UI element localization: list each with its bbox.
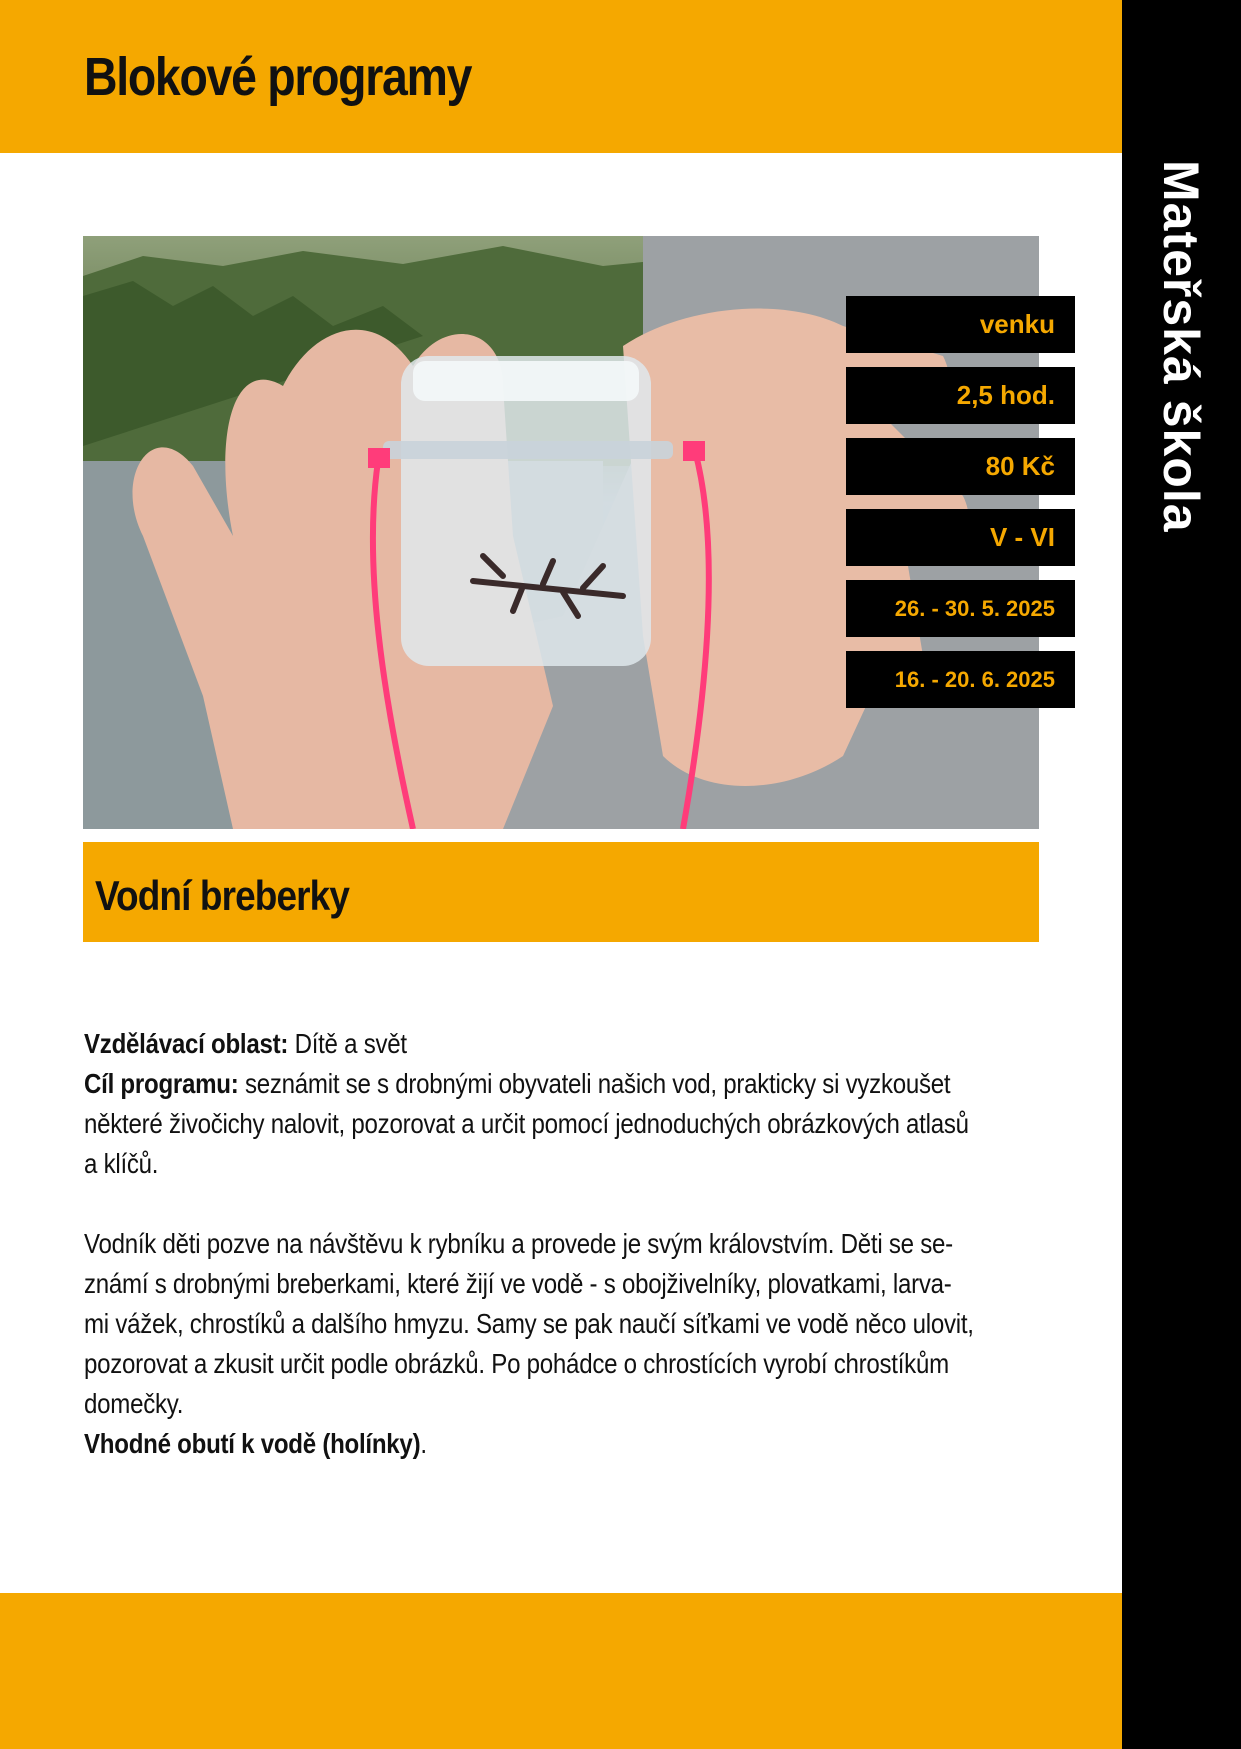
goal-line-3: a klíčů.: [84, 1148, 159, 1179]
desc-line-1: Vodník děti pozve na návštěvu k rybníku a provede je svým královstvím. Děti se se-: [84, 1228, 953, 1259]
desc-line-4: pozorovat a zkusit určit podle obrázků. Po pohádce o chrostících vyrobí chrostíkům: [84, 1348, 949, 1379]
tag-months: V - VI: [846, 509, 1075, 566]
goal-line-1: [84, 1064, 1030, 1104]
tag-date-1: 26. - 30. 5. 2025: [846, 580, 1075, 637]
desc-line-5: domečky.: [84, 1388, 184, 1419]
footer-band: [0, 1593, 1122, 1749]
area-value: Dítě a svět: [294, 1028, 407, 1059]
page-title: Blokové programy: [84, 47, 472, 107]
program-description: [84, 1024, 1030, 1464]
footwear-end: .: [420, 1428, 427, 1459]
desc-line-2: známí s drobnými breberkami, které žijí ve vodě - s obojživelníky, plovatkami, larva-: [84, 1268, 952, 1299]
paragraph-gap: [84, 1184, 1030, 1224]
tag-location: venku: [846, 296, 1075, 353]
tag-price: 80 Kč: [846, 438, 1075, 495]
desc-line-3: mi vážek, chrostíků a dalšího hmyzu. Samy se pak naučí síťkami ve vodě něco ulovit,: [84, 1308, 974, 1339]
goal-label: Cíl programu:: [84, 1068, 239, 1099]
tag-duration: 2,5 hod.: [846, 367, 1075, 424]
footwear-note: Vhodné obutí k vodě (holínky): [84, 1428, 421, 1459]
program-title: Vodní breberky: [95, 872, 350, 919]
sidebar-label: Mateřská škola: [1153, 160, 1209, 533]
area-label: Vzdělávací oblast:: [84, 1028, 289, 1059]
tag-date-2: 16. - 20. 6. 2025: [846, 651, 1075, 708]
goal-line-2: některé živočichy nalovit, pozorovat a určit pomocí jednoduchých obrázkových atlasů: [84, 1108, 969, 1139]
area-line: [84, 1024, 1030, 1064]
goal-text-1: seznámit se s drobnými obyvateli našich vod, prakticky si vyzkoušet: [244, 1068, 951, 1099]
footwear-line: [84, 1424, 1030, 1464]
